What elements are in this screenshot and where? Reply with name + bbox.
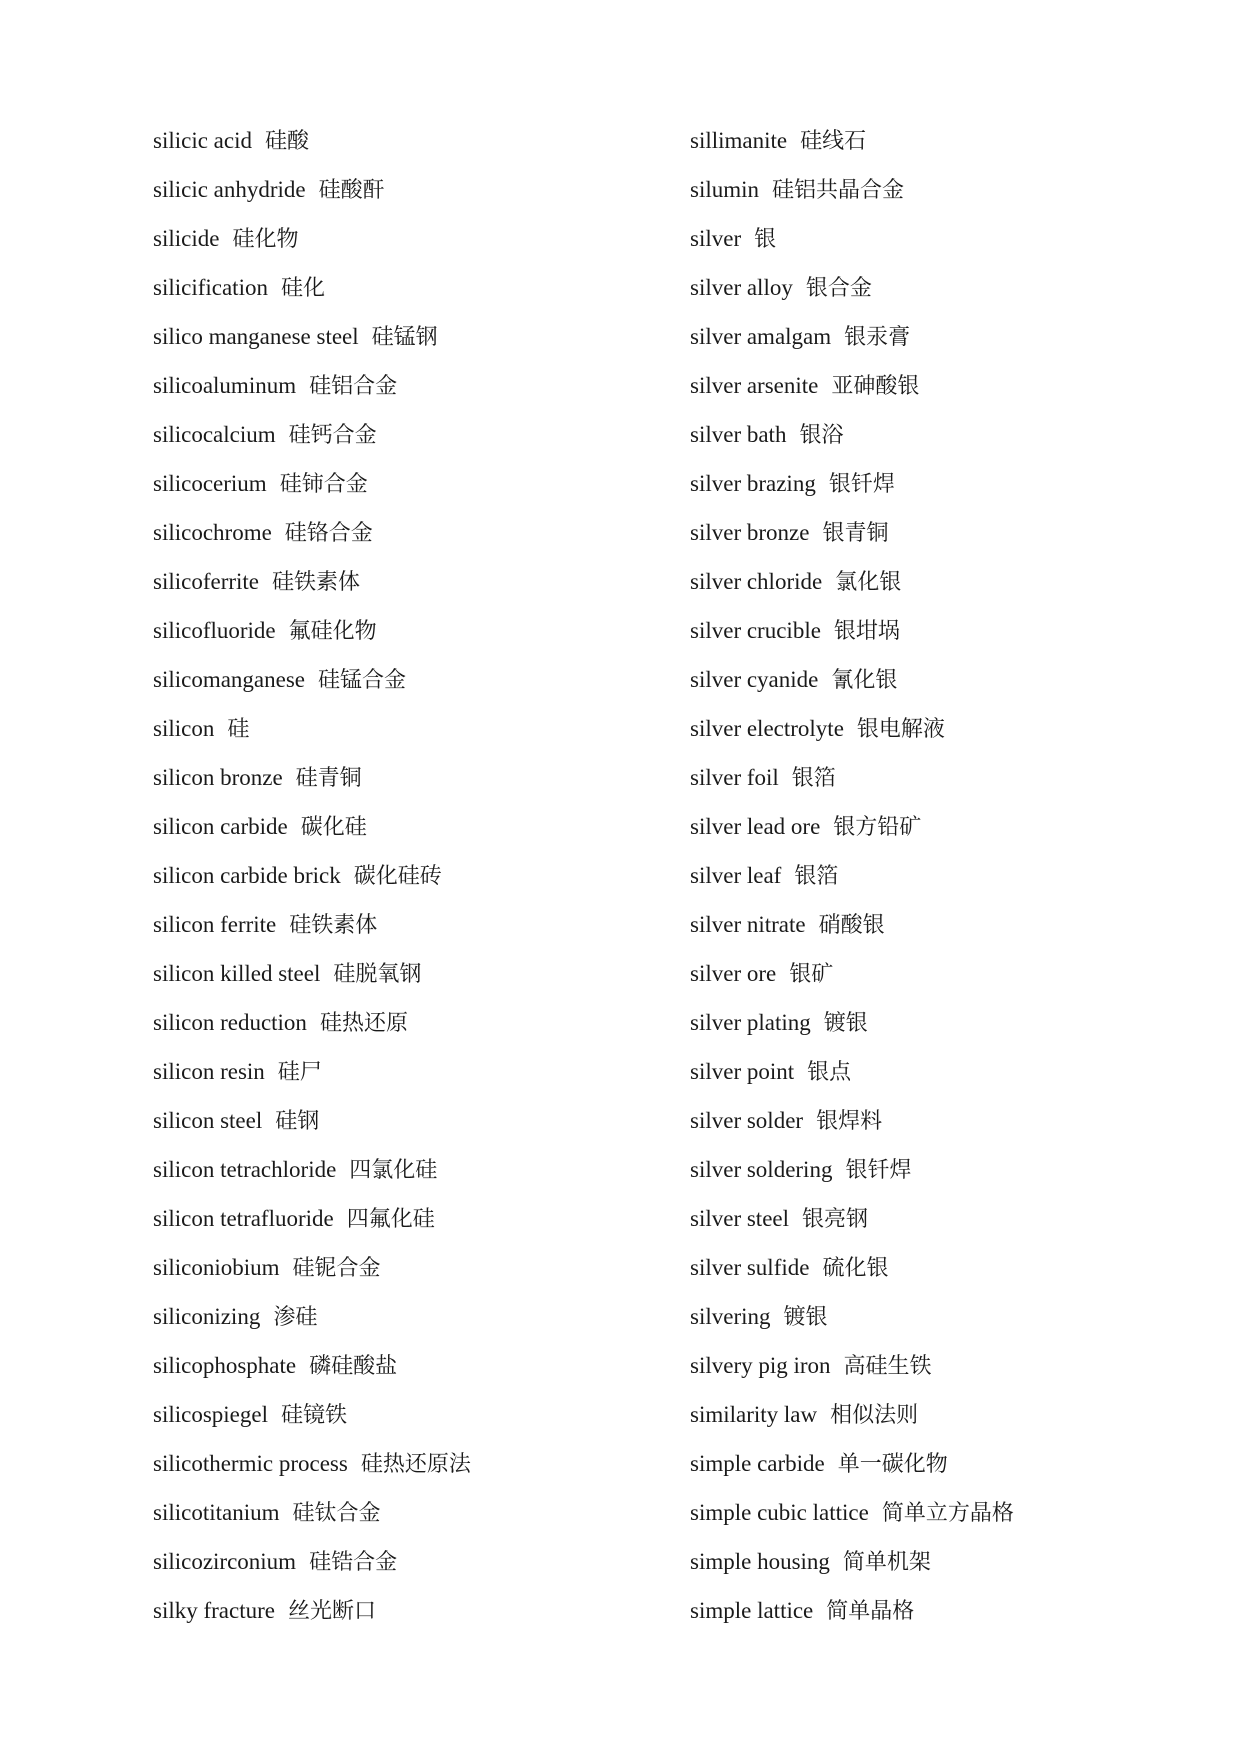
entry-term: silicon reduction	[153, 1010, 307, 1035]
glossary-entry	[153, 1488, 673, 1537]
entry-term: simple cubic lattice	[690, 1500, 869, 1525]
entry-translation: 硅化	[280, 276, 325, 301]
entry-term: silver crucible	[690, 618, 821, 643]
entry-term: silver nitrate	[690, 912, 806, 937]
entry-translation: 相似法则	[830, 1403, 919, 1428]
entry-translation: 四氟化硅	[346, 1207, 435, 1232]
entry-term: silicocerium	[153, 471, 267, 496]
entry-translation: 银	[754, 227, 777, 252]
glossary-column-left	[153, 116, 673, 1635]
entry-translation: 氟硅化物	[288, 619, 377, 644]
glossary-entry	[153, 508, 673, 557]
glossary-entry	[153, 1145, 673, 1194]
entry-term: silicozirconium	[153, 1549, 297, 1574]
glossary-entry	[153, 1390, 673, 1439]
glossary-entry	[690, 802, 1210, 851]
glossary-entry	[153, 1439, 673, 1488]
entry-term: silky fracture	[153, 1598, 275, 1623]
entry-translation: 银焊料	[816, 1109, 883, 1134]
entry-term: silicoaluminum	[153, 373, 297, 398]
glossary-entry	[153, 1243, 673, 1292]
glossary-entry	[153, 851, 673, 900]
entry-term: silver electrolyte	[690, 716, 844, 741]
entry-translation: 渗硅	[273, 1305, 318, 1330]
entry-term: silvery pig iron	[690, 1353, 831, 1378]
entry-translation: 硅线石	[800, 129, 867, 154]
entry-term: silicide	[153, 226, 220, 251]
entry-translation: 氰化银	[831, 668, 898, 693]
entry-term: silicon tetrafluoride	[153, 1206, 334, 1231]
entry-term: silumin	[690, 177, 760, 202]
entry-translation: 硅钙合金	[288, 423, 377, 448]
entry-term: silver arsenite	[690, 373, 819, 398]
entry-translation: 简单晶格	[826, 1599, 915, 1624]
entry-translation: 银矿	[789, 962, 834, 987]
entry-translation: 硅酸	[265, 129, 310, 154]
entry-term: silicon bronze	[153, 765, 283, 790]
entry-term: silver solder	[690, 1108, 804, 1133]
glossary-entry	[690, 1047, 1210, 1096]
entry-term: silicon killed steel	[153, 961, 321, 986]
entry-term: silver chloride	[690, 569, 823, 594]
entry-translation: 单一碳化物	[837, 1452, 948, 1477]
entry-term: silicomanganese	[153, 667, 306, 692]
entry-term: silver bath	[690, 422, 787, 447]
entry-term: silicothermic process	[153, 1451, 348, 1476]
glossary-entry	[153, 165, 673, 214]
entry-translation: 银钎焊	[828, 472, 895, 497]
entry-term: silicospiegel	[153, 1402, 268, 1427]
entry-term: silvering	[690, 1304, 771, 1329]
entry-translation: 硝酸银	[818, 913, 885, 938]
entry-translation: 银钎焊	[845, 1158, 912, 1183]
glossary-entry	[153, 606, 673, 655]
entry-translation: 硅化物	[232, 227, 299, 252]
entry-term: silver cyanide	[690, 667, 819, 692]
entry-term: similarity law	[690, 1402, 818, 1427]
glossary-entry	[690, 900, 1210, 949]
glossary-entry	[690, 655, 1210, 704]
entry-term: sillimanite	[690, 128, 788, 153]
entry-term: siliconizing	[153, 1304, 261, 1329]
entry-translation: 银方铅矿	[833, 815, 922, 840]
glossary-entry	[690, 1194, 1210, 1243]
glossary-entry	[690, 557, 1210, 606]
glossary-entry	[153, 1096, 673, 1145]
glossary-entry	[690, 1243, 1210, 1292]
glossary-entry	[690, 214, 1210, 263]
glossary-entry	[690, 361, 1210, 410]
entry-translation: 硅锰合金	[318, 668, 407, 693]
entry-translation: 硅锆合金	[309, 1550, 398, 1575]
entry-term: silicon steel	[153, 1108, 263, 1133]
entry-term: silicotitanium	[153, 1500, 280, 1525]
glossary-entry	[690, 1488, 1210, 1537]
entry-translation: 银亮钢	[802, 1207, 869, 1232]
entry-term: silver alloy	[690, 275, 793, 300]
entry-term: silver lead ore	[690, 814, 821, 839]
entry-translation: 碳化硅砖	[353, 864, 442, 889]
entry-term: silver foil	[690, 765, 779, 790]
entry-translation: 硅锰钢	[371, 325, 438, 350]
entry-translation: 银汞膏	[844, 325, 911, 350]
entry-translation: 硅铁素体	[289, 913, 378, 938]
glossary-entry	[690, 1292, 1210, 1341]
glossary-entry	[690, 1096, 1210, 1145]
entry-translation: 硅酸酐	[318, 178, 385, 203]
entry-term: silver amalgam	[690, 324, 832, 349]
glossary-entry	[690, 1145, 1210, 1194]
entry-translation: 硅青铜	[295, 766, 362, 791]
glossary-entry	[690, 165, 1210, 214]
entry-translation: 硅	[227, 717, 250, 742]
glossary-entry	[153, 1341, 673, 1390]
glossary-entry	[690, 459, 1210, 508]
glossary-entry	[153, 753, 673, 802]
glossary-entry	[690, 263, 1210, 312]
entry-translation: 亚砷酸银	[831, 374, 920, 399]
entry-translation: 银坩埚	[833, 619, 900, 644]
glossary-entry	[153, 116, 673, 165]
entry-term: simple lattice	[690, 1598, 814, 1623]
entry-translation: 丝光断口	[287, 1599, 376, 1624]
glossary-entry	[153, 802, 673, 851]
glossary-entry	[153, 1292, 673, 1341]
entry-translation: 硅热还原	[319, 1011, 408, 1036]
entry-term: silver soldering	[690, 1157, 833, 1182]
entry-translation: 银箔	[794, 864, 839, 889]
glossary-entry	[153, 214, 673, 263]
entry-translation: 硅铁素体	[272, 570, 361, 595]
glossary-entry	[690, 116, 1210, 165]
entry-translation: 镀银	[783, 1305, 828, 1330]
entry-term: siliconiobium	[153, 1255, 280, 1280]
glossary-entry	[690, 508, 1210, 557]
glossary-entry	[153, 998, 673, 1047]
entry-translation: 银浴	[799, 423, 844, 448]
entry-term: silver ore	[690, 961, 777, 986]
entry-translation: 硅尸	[277, 1060, 322, 1085]
entry-term: silver brazing	[690, 471, 816, 496]
glossary-entry	[690, 753, 1210, 802]
entry-term: silicon carbide	[153, 814, 288, 839]
glossary-entry	[153, 312, 673, 361]
entry-translation: 硅铬合金	[284, 521, 373, 546]
glossary-entry	[153, 410, 673, 459]
entry-term: silicification	[153, 275, 268, 300]
entry-term: silver plating	[690, 1010, 811, 1035]
glossary-entry	[690, 1439, 1210, 1488]
entry-term: silicon	[153, 716, 215, 741]
entry-term: silicoferrite	[153, 569, 260, 594]
glossary-entry	[153, 900, 673, 949]
entry-translation: 氯化银	[835, 570, 902, 595]
entry-translation: 硅钛合金	[292, 1501, 381, 1526]
entry-term: simple housing	[690, 1549, 830, 1574]
entry-translation: 四氯化硅	[349, 1158, 438, 1183]
glossary-entry	[690, 704, 1210, 753]
entry-translation: 硅脱氧钢	[333, 962, 422, 987]
entry-term: silicic anhydride	[153, 177, 306, 202]
glossary-entry	[153, 557, 673, 606]
glossary-column-right	[690, 116, 1210, 1635]
entry-translation: 镀银	[823, 1011, 868, 1036]
entry-translation: 银箔	[791, 766, 836, 791]
glossary-entry	[690, 606, 1210, 655]
entry-term: silicophosphate	[153, 1353, 297, 1378]
entry-translation: 硅铝合金	[309, 374, 398, 399]
entry-term: silicon resin	[153, 1059, 265, 1084]
glossary-entry	[153, 1194, 673, 1243]
glossary-entry	[153, 1537, 673, 1586]
entry-translation: 简单机架	[842, 1550, 931, 1575]
glossary-entry	[690, 410, 1210, 459]
entry-term: silicon carbide brick	[153, 863, 341, 888]
glossary-entry	[153, 1586, 673, 1635]
entry-translation: 硅铈合金	[279, 472, 368, 497]
glossary-entry	[690, 312, 1210, 361]
entry-term: silver sulfide	[690, 1255, 810, 1280]
glossary-entry	[690, 1537, 1210, 1586]
entry-term: silico manganese steel	[153, 324, 359, 349]
entry-term: simple carbide	[690, 1451, 825, 1476]
entry-term: silver steel	[690, 1206, 789, 1231]
entry-translation: 简单立方晶格	[881, 1501, 1014, 1526]
entry-term: silicon tetrachloride	[153, 1157, 337, 1182]
entry-term: silver leaf	[690, 863, 782, 888]
entry-translation: 硅铝共晶合金	[772, 178, 905, 203]
entry-translation: 硅镜铁	[280, 1403, 347, 1428]
glossary-entry	[690, 851, 1210, 900]
entry-translation: 高硅生铁	[843, 1354, 932, 1379]
entry-term: silver point	[690, 1059, 795, 1084]
entry-term: silicic acid	[153, 128, 252, 153]
entry-term: silver bronze	[690, 520, 810, 545]
entry-translation: 硅铌合金	[292, 1256, 381, 1281]
glossary-entry	[690, 998, 1210, 1047]
glossary-entry	[153, 263, 673, 312]
entry-translation: 硫化银	[822, 1256, 889, 1281]
entry-translation: 银合金	[805, 276, 872, 301]
glossary-entry	[153, 1047, 673, 1096]
entry-term: silicofluoride	[153, 618, 276, 643]
glossary-entry	[690, 1586, 1210, 1635]
entry-term: silicocalcium	[153, 422, 276, 447]
glossary-entry	[690, 949, 1210, 998]
entry-translation: 碳化硅	[300, 815, 367, 840]
entry-term: silicochrome	[153, 520, 272, 545]
entry-term: silicon ferrite	[153, 912, 277, 937]
glossary-entry	[153, 459, 673, 508]
entry-translation: 磷硅酸盐	[309, 1354, 398, 1379]
entry-translation: 银点	[807, 1060, 852, 1085]
glossary-entry	[153, 361, 673, 410]
glossary-entry	[153, 949, 673, 998]
glossary-entry	[153, 704, 673, 753]
entry-translation: 硅钢	[275, 1109, 320, 1134]
glossary-entry	[690, 1390, 1210, 1439]
entry-translation: 硅热还原法	[360, 1452, 471, 1477]
entry-term: silver	[690, 226, 742, 251]
glossary-entry	[153, 655, 673, 704]
entry-translation: 银青铜	[822, 521, 889, 546]
glossary-entry	[690, 1341, 1210, 1390]
entry-translation: 银电解液	[856, 717, 945, 742]
